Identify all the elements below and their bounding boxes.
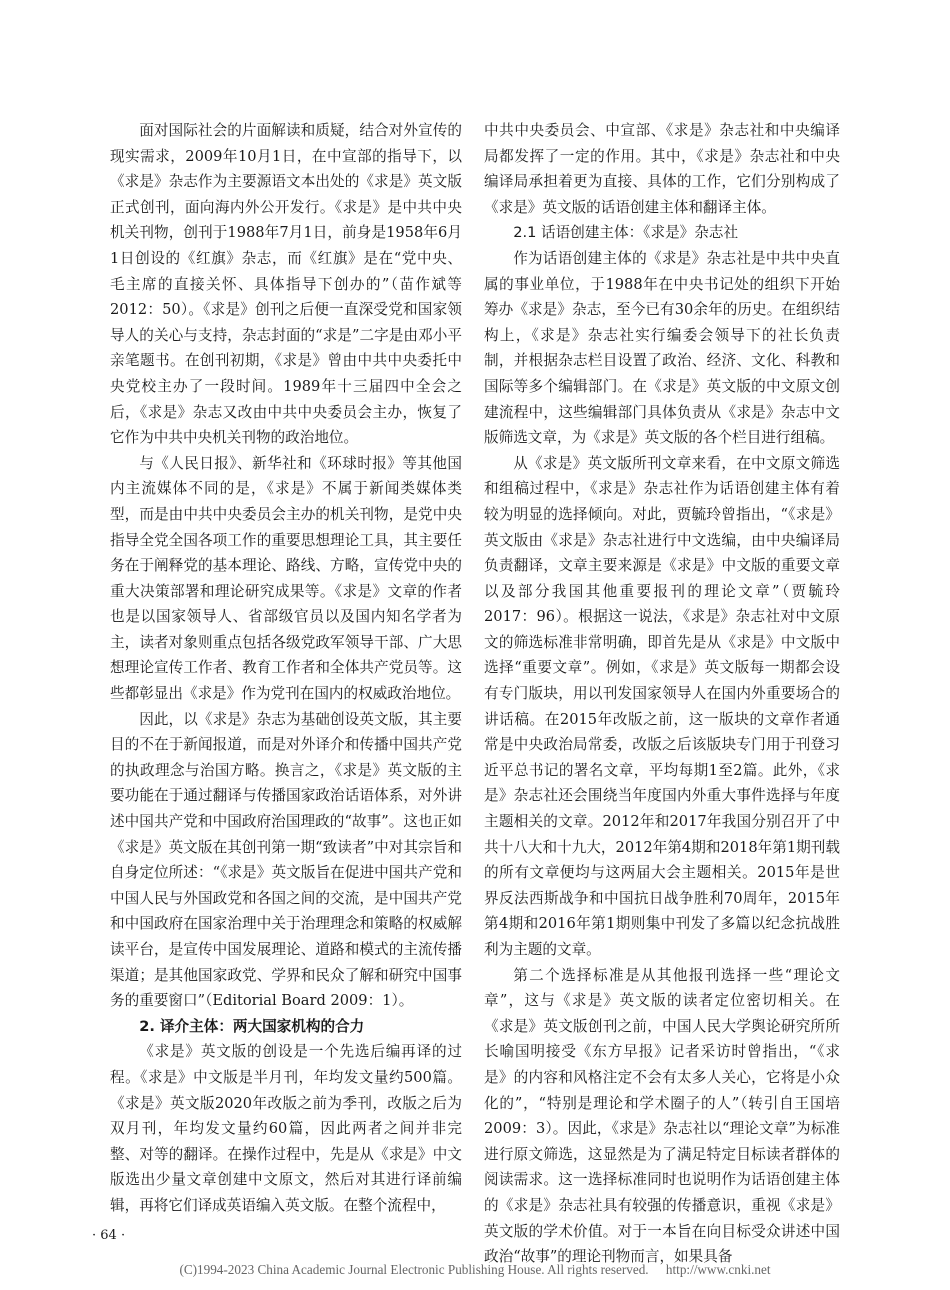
body-paragraph: 因此，以《求是》杂志为基础创设英文版，其主要目的不在于新闻报道，而是对外译介和传播中国共产党的执政理念与治国方略。换言之，《求是》英文版的主要功能在于通过翻译与传播国家政治话语体系，对外讲述中国共产党和中国政府治国理政的“故事”。这也正如《求是》英文版在其创刊第一期“致读者”中对其宗旨和自身定位所述：“《求是》英文版旨在促进中国共产党和中国人民与外国政党和各国之间的交流，是中国共产党和中国政府在国家治理中关于治理理念和策略的权威解读平台，是宣传中国发展理论、道路和模式的主流传播渠道；是其他国家政党、学界和民众了解和研究中国事务的重要窗口”（Editorial Board 2009：1）。 — [110, 710, 462, 1010]
body-paragraph: 面对国际社会的片面解读和质疑，结合对外宣传的现实需求，2009年10月1日，在中宣部的指导下，以《求是》杂志作为主要源语文本出处的《求是》英文版正式创刊，面向海内外公开发行。《求是》是中共中央机关刊物，创刊于1988年7月1日，前身是1958年6月1日创设的《红旗》杂志，而《红旗》是在“党中央、毛主席的直接关怀、具体指导下创办的”（苗作斌等 2012：50）。《求是》创刊之后便一直深受党和国家领导人的关心与支持，杂志封面的“求是”二字是由邓小平亲笔题书。在创刊初期，《求是》曾由中共中央委托中央党校主办了一段时间。1989年十三届四中全会之后，《求是》杂志又改由中共中央委员会主办，恢复了它作为中共中央机关刊物的政治地位。 — [110, 122, 462, 447]
right-column — [484, 118, 840, 1270]
body-paragraph: 第二个选择标准是从其他报刊选择一些“理论文章”，这与《求是》英文版的读者定位密切相关。在《求是》英文版创刊之前，中国人民大学舆论研究所所长喻国明接受《东方早报》记者采访时曾指出，“《求是》的内容和风格注定不会有太多人关心，它将是小众化的”，“特别是理论和学术圈子的人”（转引自王国培 2009：3）。因此，《求是》杂志社以“理论文章”为标准进行原文筛选，这显然是为了满足特定目标读者群体的阅读需求。这一选择标准同时也说明作为话语创建主体的《求是》杂志社具有较强的传播意识，重视《求是》英文版的学术价值。对于一本旨在向目标受众讲述中国政治“故事”的理论刊物而言，如果具备 — [484, 966, 840, 1266]
page-number: · 64 · — [92, 1228, 126, 1243]
section-heading: 2. 译介主体：两大国家机构的合力 — [139, 1017, 365, 1035]
subsection-heading: 2.1 话语创建主体：《求是》杂志社 — [513, 224, 739, 242]
footer — [0, 1262, 950, 1278]
body-paragraph: 《求是》英文版的创设是一个先选后编再译的过程。《求是》中文版是半月刊，年均发文量约500篇。《求是》英文版2020年改版之前为季刊，改版之后为双月刊，年均发文量约60篇，因此两者之间并非完整、对等的翻译。在操作过程中，先是从《求是》中文版选出少量文章创建中文原文，然后对其进行译前编辑，再将它们译成英语编入英文版。在整个流程中， — [110, 1043, 462, 1214]
body-paragraph: 与《人民日报》、新华社和《环球时报》等其他国内主流媒体不同的是，《求是》不属于新闻类媒体类型，而是由中共中央委员会主办的机关刊物，是党中央指导全党全国各项工作的重要思想理论工具，其主要任务在于阐释党的基本理论、路线、方略，宣传党中央的重大决策部署和理论研究成果等。《求是》文章的作者也是以国家领导人、省部级官员以及国内知名学者为主，读者对象则重点包括各级党政军领导干部、广大思想理论宣传工作者、教育工作者和全体共产党员等。这些都彰显出《求是》作为党刊在国内的权威政治地位。 — [110, 454, 462, 703]
footer-link[interactable]: http://www.cnki.net — [665, 1262, 771, 1277]
body-paragraph: 从《求是》英文版所刊文章来看，在中文原文筛选和组稿过程中，《求是》杂志社作为话语创建主体有着较为明显的选择倾向。对此，贾毓玲曾指出，“《求是》英文版由《求是》杂志社进行中文选编，由中央编译局负责翻译，文章主要来源是《求是》中文版的重要文章以及部分我国其他重要报刊的理论文章”（贾毓玲 2017：96）。根据这一说法，《求是》杂志社对中文原文的筛选标准非常明确，即首先是从《求是》中文版中选择“重要文章”。例如，《求是》英文版每一期都会设有专门版块，用以刊发国家领导人在国内外重要场合的讲话稿。在2015年改版之前，这一版块的文章作者通常是中央政治局常委，改版之后该版块专门用于刊登习近平总书记的署名文章，平均每期1至2篇。此外，《求是》杂志社还会围绕当年度国内外重大事件选择与年度主题相关的文章。2012年和2017年我国分别召开了中共十八大和十九大，2012年第4期和2018年第1期刊载的所有文章便均与这两届大会主题相关。2015年是世界反法西斯战争和中国抗日战争胜利70周年，2015年第4期和2016年第1期则集中刊发了多篇以纪念抗战胜利为主题的文章。 — [484, 454, 840, 958]
continued-paragraph: 中共中央委员会、中宣部、《求是》杂志社和中央编译局都发挥了一定的作用。其中，《求是》杂志社和中央编译局承担着更为直接、具体的工作，它们分别构成了《求是》英文版的话语创建主体和翻译主体。 — [484, 122, 840, 216]
body-paragraph: 作为话语创建主体的《求是》杂志社是中共中央直属的事业单位，于1988年在中央书记处的组织下开始筹办《求是》杂志，至今已有30余年的历史。在组织结构上，《求是》杂志社实行编委会领导下的社长负责制，并根据杂志栏目设置了政治、经济、文化、科教和国际等多个编辑部门。在《求是》英文版的中文原文创建流程中，这些编辑部门具体负责从《求是》杂志中文版筛选文章，为《求是》英文版的各个栏目进行组稿。 — [484, 249, 840, 447]
copyright-notice: (C)1994-2023 China Academic Journal Electronic Publishing House. All rights reserved. — [179, 1262, 649, 1277]
left-column — [110, 118, 462, 1219]
